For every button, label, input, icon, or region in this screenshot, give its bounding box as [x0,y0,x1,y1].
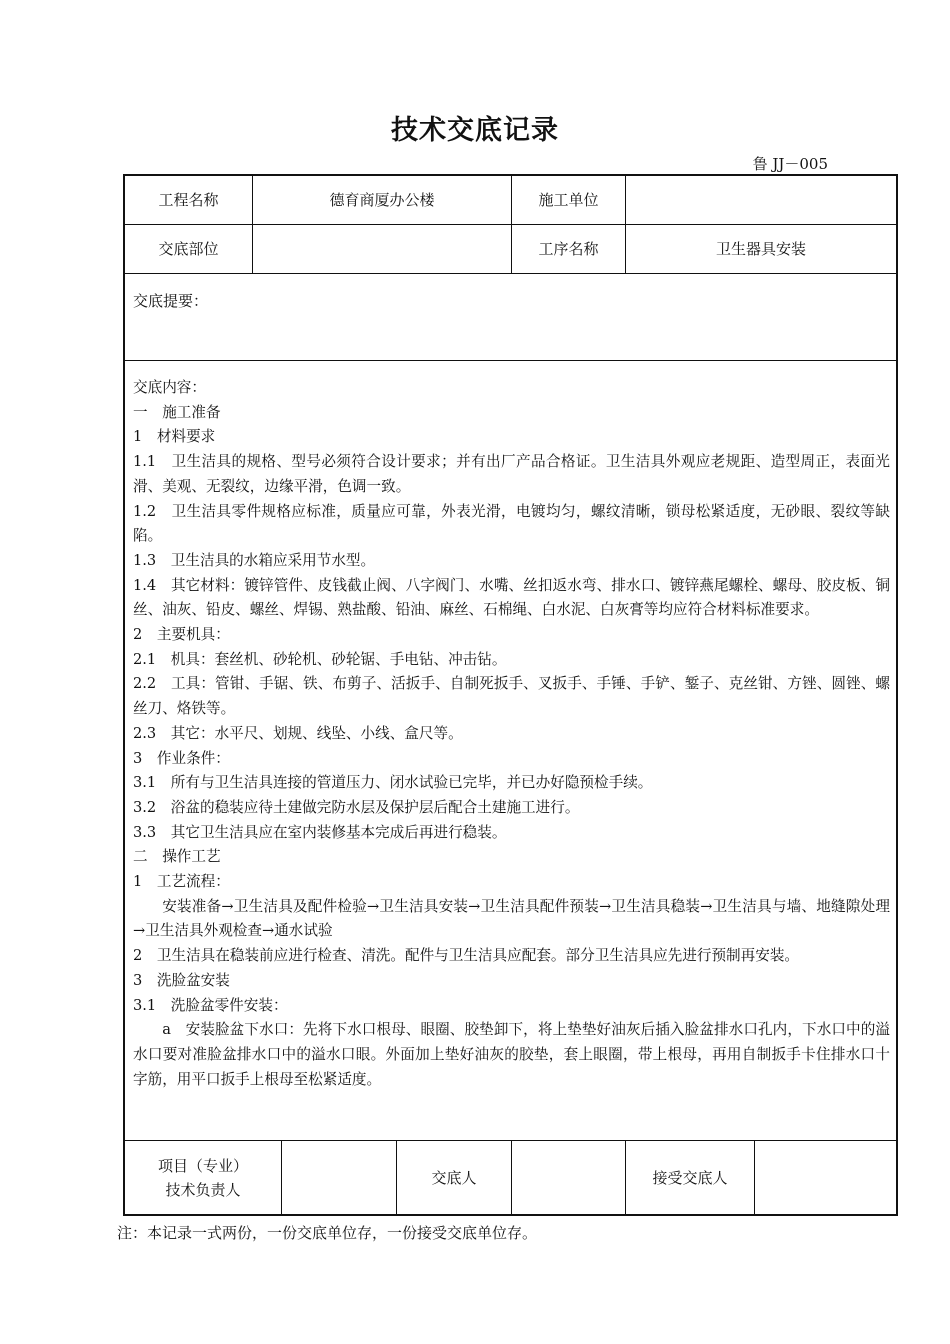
content-paragraph: 3.1 洗脸盆零件安装： [133,996,288,1014]
tech-lead-label [125,1141,281,1215]
content-paragraph: 1.1 卫生洁具的规格、型号必须符合设计要求；并有出厂产品合格证。卫生洁具外观应老规距、造型周正，表面光滑、美观、无裂纹，边缘平滑，色调一致。 [133,453,890,495]
discloser-signature [512,1141,625,1215]
content-paragraph: 交底内容： [133,379,206,396]
content-paragraph: 3.1 所有与卫生洁具连接的管道压力、闭水试验已完毕，并已办好隐预检手续。 [133,774,653,792]
content-paragraph: a 安装脸盆下水口：先将下水口根母、眼圈、胶垫卸下，将上垫垫好油灰后插入脸盆排水口孔内，下水口中的溢水口要对准脸盆排水口中的溢水口眼。外面加上垫好油灰的胶垫，套上眼圈，带上根母，再用自制扳手卡住排水口十字筋，用平口扳手上根母至松紧适度。 [133,1021,890,1088]
content-paragraph: 一 施工准备 [133,403,221,421]
content-paragraph: 1.2 卫生洁具零件规格应标准，质量应可靠，外表光滑，电镀均匀，螺纹清晰，锁母松紧适度，无砂眼、裂纹等缺陷。 [133,502,890,545]
content-paragraph: 2.2 工具：管钳、手锯、铁、布剪子、活扳手、自制死扳手、叉扳手、手锤、手铲、錾子、克丝钳、方锉、圆锉、螺丝刀、烙铁等。 [133,675,890,718]
content-paragraph: 1 工艺流程： [133,873,230,891]
form-code: 鲁 JJ－005 [752,155,828,173]
content-paragraph: 2.1 机具：套丝机、砂轮机、砂轮锯、手电钻、冲击钻。 [133,650,507,668]
content-paragraph: 安装准备→卫生洁具及配件检验→卫生洁具安装→卫生洁具配件预装→卫生洁具稳装→卫生洁具与墙、地缝隙处理→卫生洁具外观检查→通水试验 [133,897,890,940]
content-paragraph: 2.3 其它：水平尺、划规、线坠、小线、盒尺等。 [133,724,463,742]
content-paragraph: 1.3 卫生洁具的水箱应采用节水型。 [133,551,376,569]
content-paragraph: 3.3 其它卫生洁具应在室内装修基本完成后再进行稳装。 [133,823,507,841]
content-paragraph: 二 操作工艺 [133,848,221,866]
document-title: 技术交底记录 [391,115,559,146]
discloser-label: 交底人 [431,1169,477,1187]
summary-label: 交底提要： [133,292,209,310]
content-paragraph: 2 主要机具： [133,626,230,644]
content-paragraph: 1 材料要求 [133,428,216,446]
process-value: 卫生器具安装 [715,240,806,258]
content-paragraph: 3.2 浴盆的稳装应待土建做完防水层及保护层后配合土建施工进行。 [133,798,580,816]
process-label: 工序名称 [538,240,599,258]
contractor-value [626,176,896,224]
project-name-value: 德育商厦办公楼 [329,191,435,209]
row-divider [124,273,897,274]
footnote: 注：本记录一式两份，一份交底单位存，一份接受交底单位存。 [117,1224,538,1242]
tech-lead-label-line1: 项目（专业） [157,1157,248,1175]
content-paragraph: 3 作业条件： [133,749,230,767]
receiver-label: 接受交底人 [652,1169,728,1187]
disclosure-content [133,376,890,1092]
row-divider [124,360,897,361]
content-paragraph: 2 卫生洁具在稳装前应进行检查、清洗。配件与卫生洁具应配套。部分卫生洁具应先进行预制再安装。 [133,947,800,965]
content-paragraph: 3 洗脸盆安装 [133,971,230,989]
location-label: 交底部位 [158,240,219,258]
content-paragraph: 1.4 其它材料：镀锌管件、皮钱截止阀、八字阀门、水嘴、丝扣返水弯、排水口、镀锌燕尾螺栓、螺母、胶皮板、铜丝、油灰、铅皮、螺丝、焊锡、熟盐酸、铅油、麻丝、石棉绳、白水泥、白灰膏等均应符合材料标准要求。 [133,576,890,619]
project-name-label: 工程名称 [158,191,219,209]
tech-lead-signature [282,1141,396,1215]
tech-lead-label-line2: 技术负责人 [165,1181,241,1199]
location-value [253,225,511,273]
receiver-signature [755,1141,896,1215]
contractor-label: 施工单位 [538,191,599,209]
